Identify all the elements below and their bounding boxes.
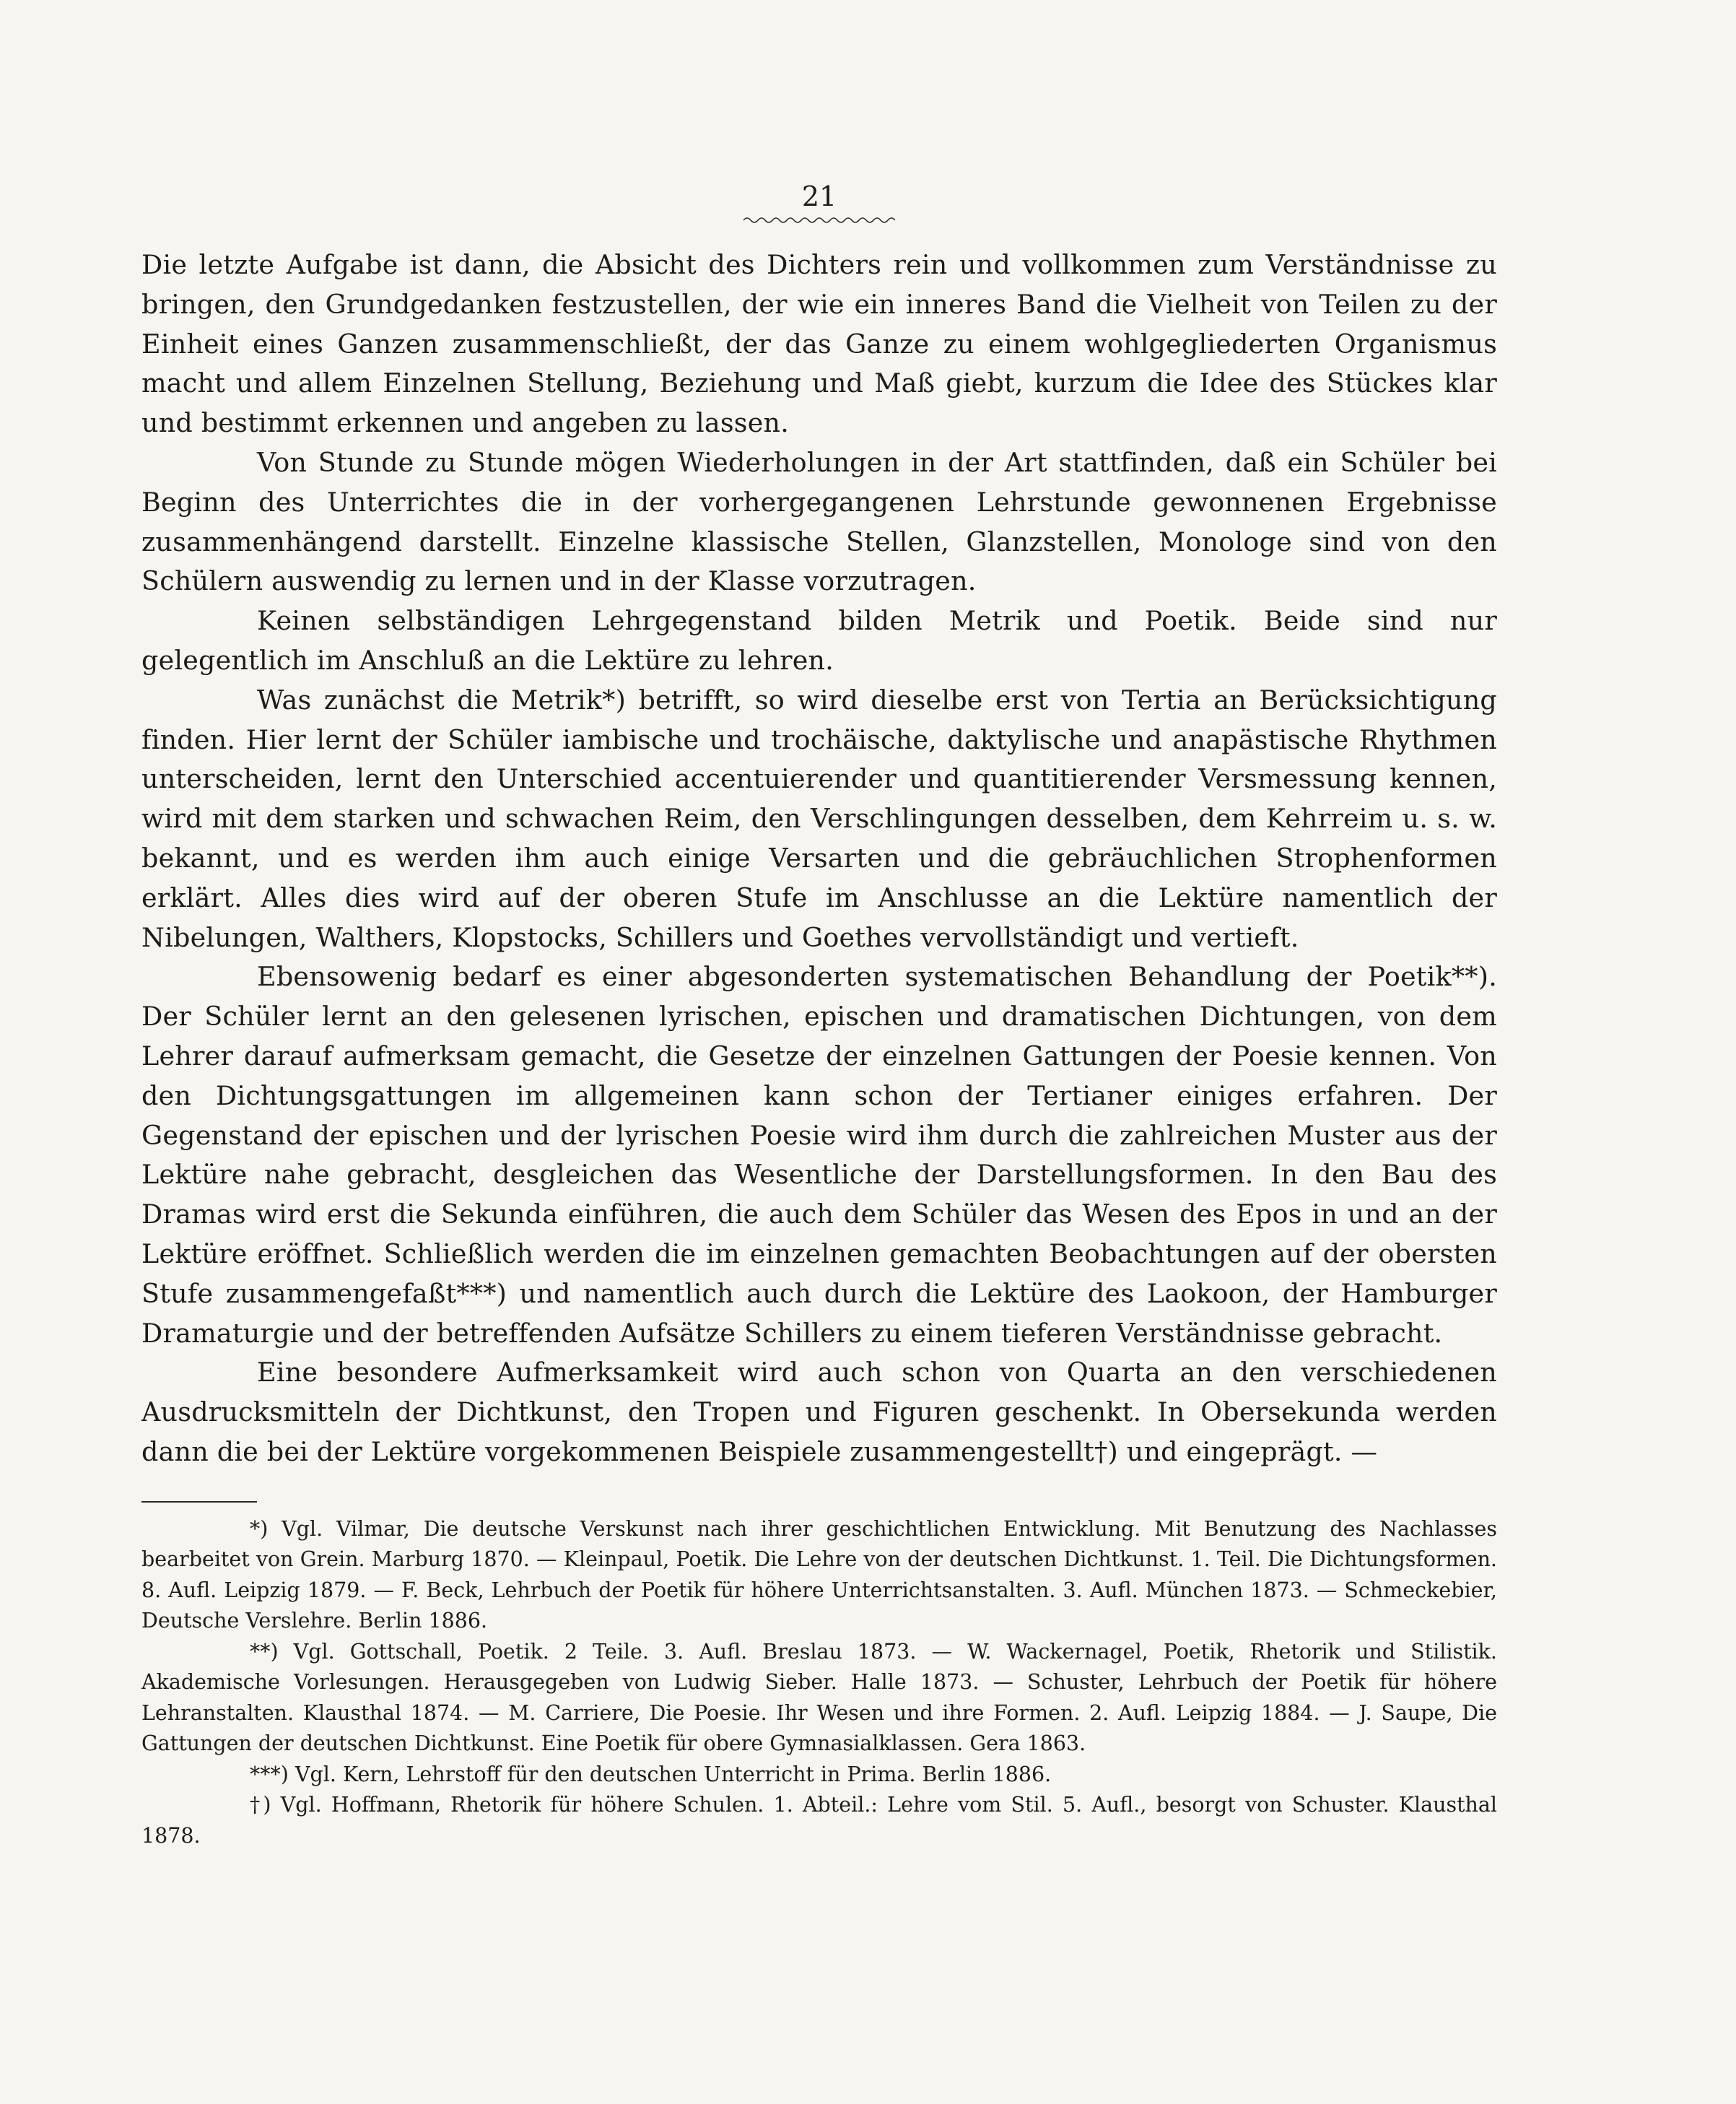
page xyxy=(141,181,1497,1851)
paragraph: Die letzte Aufgabe ist dann, die Absicht des Dichters rein und vollkommen zum Verständnisse zu bringen, den Grundgedanken festzustellen, der wie ein inneres Band die Vielheit von Teilen zu der Einheit eines Ganzen zusammenschließt, der das Ganze zu einem wohlgegliederten Organismus macht und allem Einzelnen Stellung, Beziehung und Maß giebt, kurzum die Idee des Stückes klar und bestimmt erkennen und angeben zu lassen. xyxy=(141,249,1497,439)
paragraph: Von Stunde zu Stunde mögen Wiederholungen in der Art stattfinden, daß ein Schüler bei Beginn des Unterrichtes die in der vorhergegangenen Lehrstunde gewonnenen Ergebnisse zusammenhängend darstellt. Einzelne klassische Stellen, Glanzstellen, Monologe sind von den Schülern auswendig zu lernen und in der Klasse vorzutragen. xyxy=(141,446,1497,597)
page-number: 21 xyxy=(801,181,837,212)
paragraph: Eine besondere Aufmerksamkeit wird auch schon von Quarta an den verschiedenen Ausdrucksmitteln der Dichtkunst, den Tropen und Figuren geschenkt. In Obersekunda werden dann die bei der Lektüre vorgekommenen Beispiele zusammengestellt†) und eingeprägt. — xyxy=(141,1357,1497,1467)
footnote-divider xyxy=(141,1501,257,1503)
footnote: †) Vgl. Hoffmann, Rhetorik für höhere Schulen. 1. Abteil.: Lehre vom Stil. 5. Aufl., besorgt von Schuster. Klausthal 1878. xyxy=(141,1793,1497,1848)
wavy-ornament-icon xyxy=(743,215,895,225)
footnote: **) Vgl. Gottschall, Poetik. 2 Teile. 3. Aufl. Breslau 1873. — W. Wackernagel, Poetik, Rhetorik und Stilistik. Akademische Vorlesungen. Herausgegeben von Ludwig Sieber. Halle 1873. — Schuster, Lehrbuch der Poetik für höhere Lehranstalten. Klausthal 1874. — M. Carriere, Die Poesie. Ihr Wesen und ihre Formen. 2. Aufl. Leipzig 1884. — J. Saupe, Die Gattungen der deutschen Dichtkunst. Eine Poetik für obere Gymnasialklassen. Gera 1863. xyxy=(141,1639,1497,1756)
paragraph: Ebensowenig bedarf es einer abgesonderten systematischen Behandlung der Poetik**). Der Schüler lernt an den gelesenen lyrischen, epischen und dramatischen Dichtungen, von dem Lehrer darauf aufmerksam gemacht, die Gesetze der einzelnen Gattungen der Poesie kennen. Von den Dichtungsgattungen im allgemeinen kann schon der Tertianer einiges erfahren. Der Gegenstand der epischen und der lyrischen Poesie wird ihm durch die zahlreichen Muster aus der Lektüre nahe gebracht, desgleichen das Wesentliche der Darstellungsformen. In den Bau des Dramas wird erst die Sekunda einführen, die auch dem Schüler das Wesen des Epos in und an der Lektüre eröffnet. Schließlich werden die im einzelnen gemachten Beobachtungen auf der obersten Stufe zusammengefaßt***) und namentlich auch durch die Lektüre des Laokoon, der Hamburger Dramaturgie und der betreffenden Aufsätze Schillers zu einem tieferen Verständnisse gebracht. xyxy=(141,961,1497,1349)
paragraph: Was zunächst die Metrik*) betrifft, so wird dieselbe erst von Tertia an Berücksichtigung finden. Hier lernt der Schüler iambische und trochäische, daktylische und anapästische Rhythmen unterscheiden, lernt den Unterschied accentuierender und quantitierender Versmessung kennen, wird mit dem starken und schwachen Reim, den Verschlingungen desselben, dem Kehrreim u. s. w. bekannt, und es werden ihm auch einige Versarten und die gebräuchlichen Strophenformen erklärt. Alles dies wird auf der oberen Stufe im Anschlusse an die Lektüre namentlich der Nibelungen, Walthers, Klopstocks, Schillers und Goethes vervollständigt und vertieft. xyxy=(141,684,1497,953)
body-text xyxy=(141,245,1497,1472)
paragraph: Keinen selbständigen Lehrgegenstand bilden Metrik und Poetik. Beide sind nur gelegentlich im Anschluß an die Lektüre zu lehren. xyxy=(141,605,1497,676)
footnote: ***) Vgl. Kern, Lehrstoff für den deutschen Unterricht in Prima. Berlin 1886. xyxy=(250,1762,1052,1786)
footnote: *) Vgl. Vilmar, Die deutsche Verskunst nach ihrer geschichtlichen Entwicklung. Mit Benutzung des Nachlasses bearbeitet von Grein. Marburg 1870. — Kleinpaul, Poetik. Die Lehre von der deutschen Dichtkunst. 1. Teil. Die Dichtungsformen. 8. Aufl. Leipzig 1879. — F. Beck, Lehrbuch der Poetik für höhere Unterrichtsanstalten. 3. Aufl. München 1873. — Schmeckebier, Deutsche Verslehre. Berlin 1886. xyxy=(141,1516,1497,1633)
footnotes xyxy=(141,1514,1497,1852)
